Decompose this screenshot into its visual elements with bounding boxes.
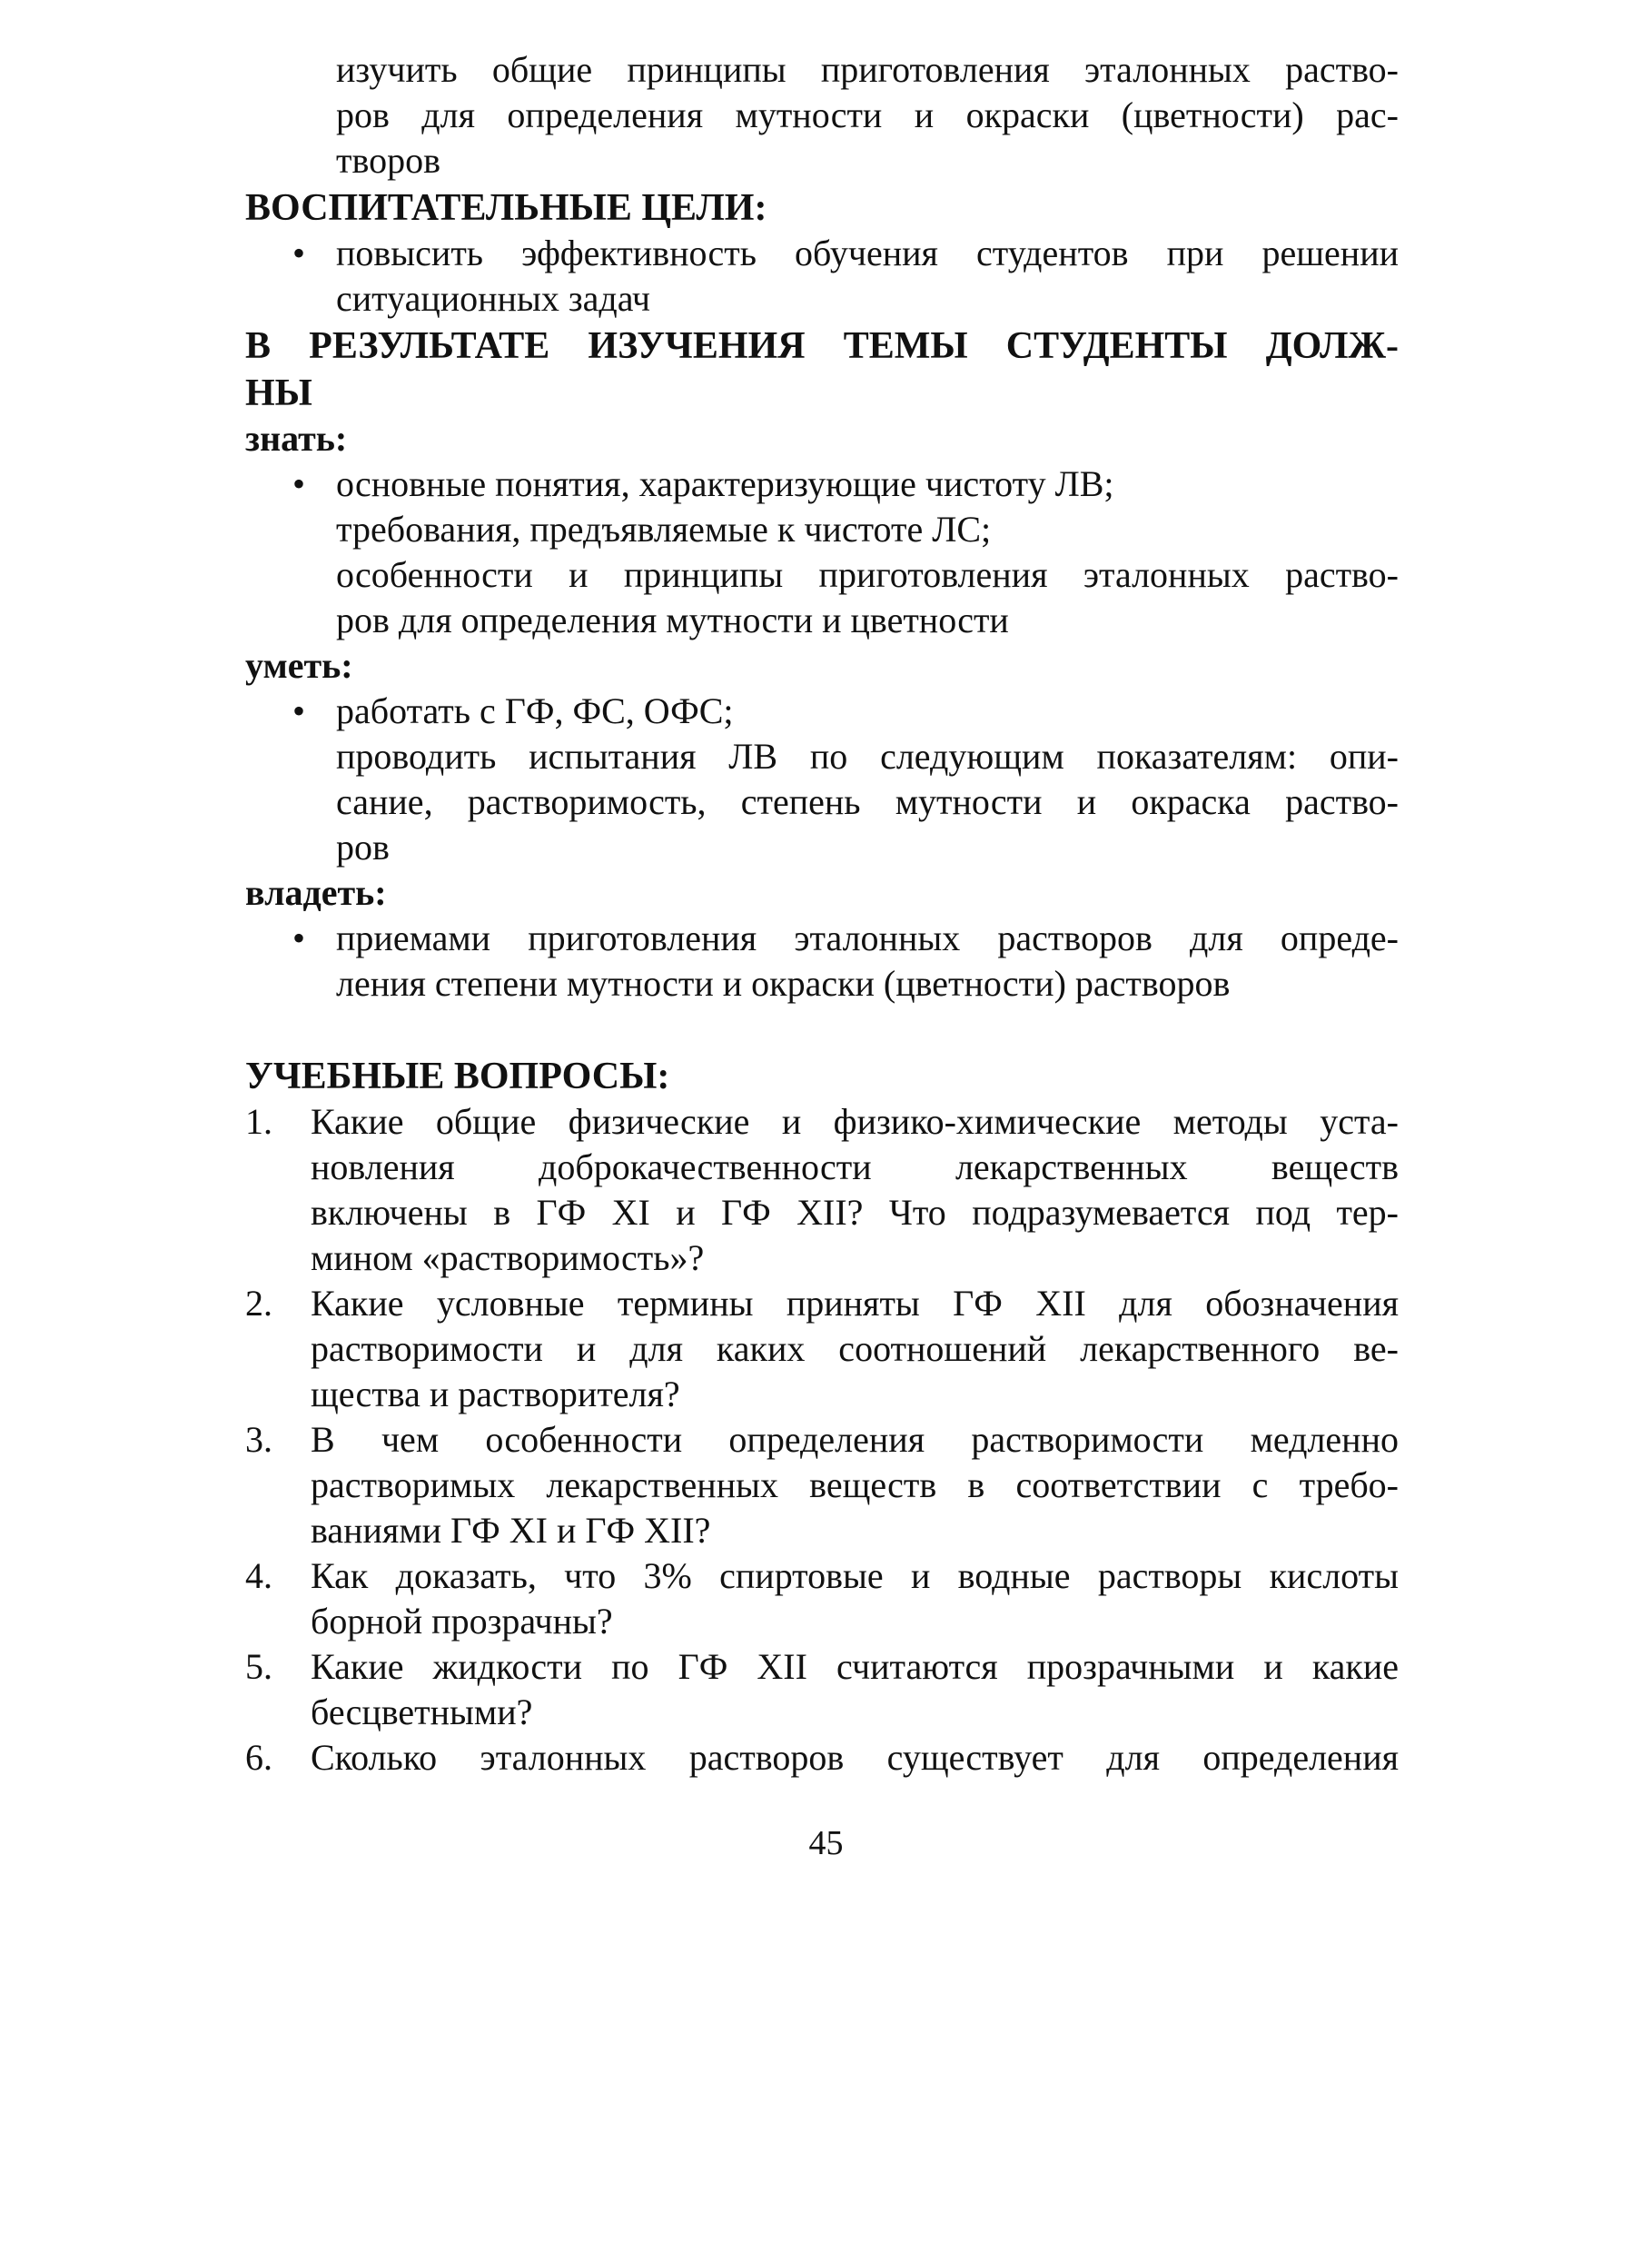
know-line: особенности и принципы приготовления эталонных раство- bbox=[336, 554, 1399, 595]
question-number: 4. bbox=[245, 1555, 272, 1596]
question-number: 5. bbox=[245, 1646, 272, 1687]
question-line: растворимых лекарственных веществ в соответствии с требо- bbox=[311, 1464, 1399, 1505]
bullet-icon: • bbox=[292, 918, 306, 958]
goal-line: повысить эффективность обучения студентов при решении bbox=[336, 233, 1399, 273]
know-label: знать: bbox=[245, 418, 348, 459]
able-line: проводить испытания ЛВ по следующим показателям: опи- bbox=[336, 736, 1399, 777]
able-line: ров bbox=[336, 827, 390, 868]
master-line: ления степени мутности и окраски (цветности) растворов bbox=[336, 963, 1231, 1004]
question-line: Какие жидкости по ГФ XII считаются прозрачными и какие bbox=[311, 1646, 1399, 1687]
goal-line: ситуационных задач bbox=[336, 278, 651, 319]
page-number: 45 bbox=[808, 1824, 844, 1862]
question-line: В чем особенности определения растворимости медленно bbox=[311, 1419, 1399, 1460]
question-number: 1. bbox=[245, 1101, 272, 1142]
able-line: сание, растворимость, степень мутности и окраска раство- bbox=[336, 781, 1399, 822]
question-line: ваниями ГФ XI и ГФ XII? bbox=[311, 1510, 711, 1551]
page-content bbox=[245, 47, 1399, 1781]
know-line: ров для определения мутности и цветности bbox=[336, 600, 1009, 640]
question-number: 3. bbox=[245, 1419, 272, 1460]
question-line: Сколько эталонных растворов существует для определения bbox=[311, 1737, 1399, 1778]
question-line: Какие общие физические и физико-химические методы уста- bbox=[311, 1101, 1399, 1142]
questions-list bbox=[245, 1099, 1399, 1781]
question-line: Какие условные термины приняты ГФ XII для обозначения bbox=[311, 1283, 1399, 1324]
question-line: растворимости и для каких соотношений лекарственного ве- bbox=[311, 1328, 1399, 1369]
results-heading: В РЕЗУЛЬТАТЕ ИЗУЧЕНИЯ ТЕМЫ СТУДЕНТЫ ДОЛЖ- bbox=[245, 325, 1399, 367]
master-label: владеть: bbox=[245, 872, 387, 913]
question-line: включены в ГФ XI и ГФ XII? Что подразумевается под тер- bbox=[311, 1192, 1399, 1233]
question-number: 6. bbox=[245, 1737, 272, 1778]
master-line: приемами приготовления эталонных растворов для опреде- bbox=[336, 918, 1399, 958]
question-line: щества и растворителя? bbox=[311, 1374, 680, 1414]
know-line: требования, предъявляемые к чистоте ЛС; bbox=[336, 509, 992, 550]
master-item bbox=[245, 916, 1399, 961]
questions-heading: УЧЕБНЫЕ ВОПРОСЫ: bbox=[245, 1056, 670, 1097]
bullet-icon: • bbox=[292, 463, 306, 504]
bullet-icon: • bbox=[292, 233, 306, 273]
intro-line: ров для определения мутности и окраски (цветности) рас- bbox=[336, 94, 1399, 135]
question-item bbox=[245, 1644, 1399, 1735]
able-item bbox=[245, 689, 1399, 734]
spacer bbox=[245, 1007, 1399, 1052]
know-line: основные понятия, характеризующие чистоту ЛВ; bbox=[336, 463, 1114, 504]
question-item bbox=[245, 1553, 1399, 1644]
intro-line: изучить общие принципы приготовления эталонных раство- bbox=[336, 49, 1399, 90]
bullet-icon: • bbox=[292, 690, 306, 731]
educational-goals-heading: ВОСПИТАТЕЛЬНЫЕ ЦЕЛИ: bbox=[245, 187, 767, 229]
question-line: борной прозрачны? bbox=[311, 1601, 613, 1642]
question-number: 2. bbox=[245, 1283, 272, 1324]
question-item bbox=[245, 1417, 1399, 1553]
question-line: Как доказать, что 3% спиртовые и водные растворы кислоты bbox=[311, 1555, 1399, 1596]
able-label: уметь: bbox=[245, 645, 353, 686]
educational-goal-item bbox=[245, 231, 1399, 276]
question-line: бесцветными? bbox=[311, 1691, 533, 1732]
question-line: мином «растворимость»? bbox=[311, 1237, 705, 1278]
question-item bbox=[245, 1735, 1399, 1781]
know-item bbox=[245, 461, 1399, 507]
able-line: работать с ГФ, ФС, ОФС; bbox=[336, 690, 734, 731]
intro-line: творов bbox=[336, 140, 440, 181]
question-item bbox=[245, 1281, 1399, 1417]
question-item bbox=[245, 1099, 1399, 1281]
results-heading-cont: НЫ bbox=[245, 372, 312, 414]
question-line: новления доброкачественности лекарственных веществ bbox=[311, 1146, 1399, 1187]
